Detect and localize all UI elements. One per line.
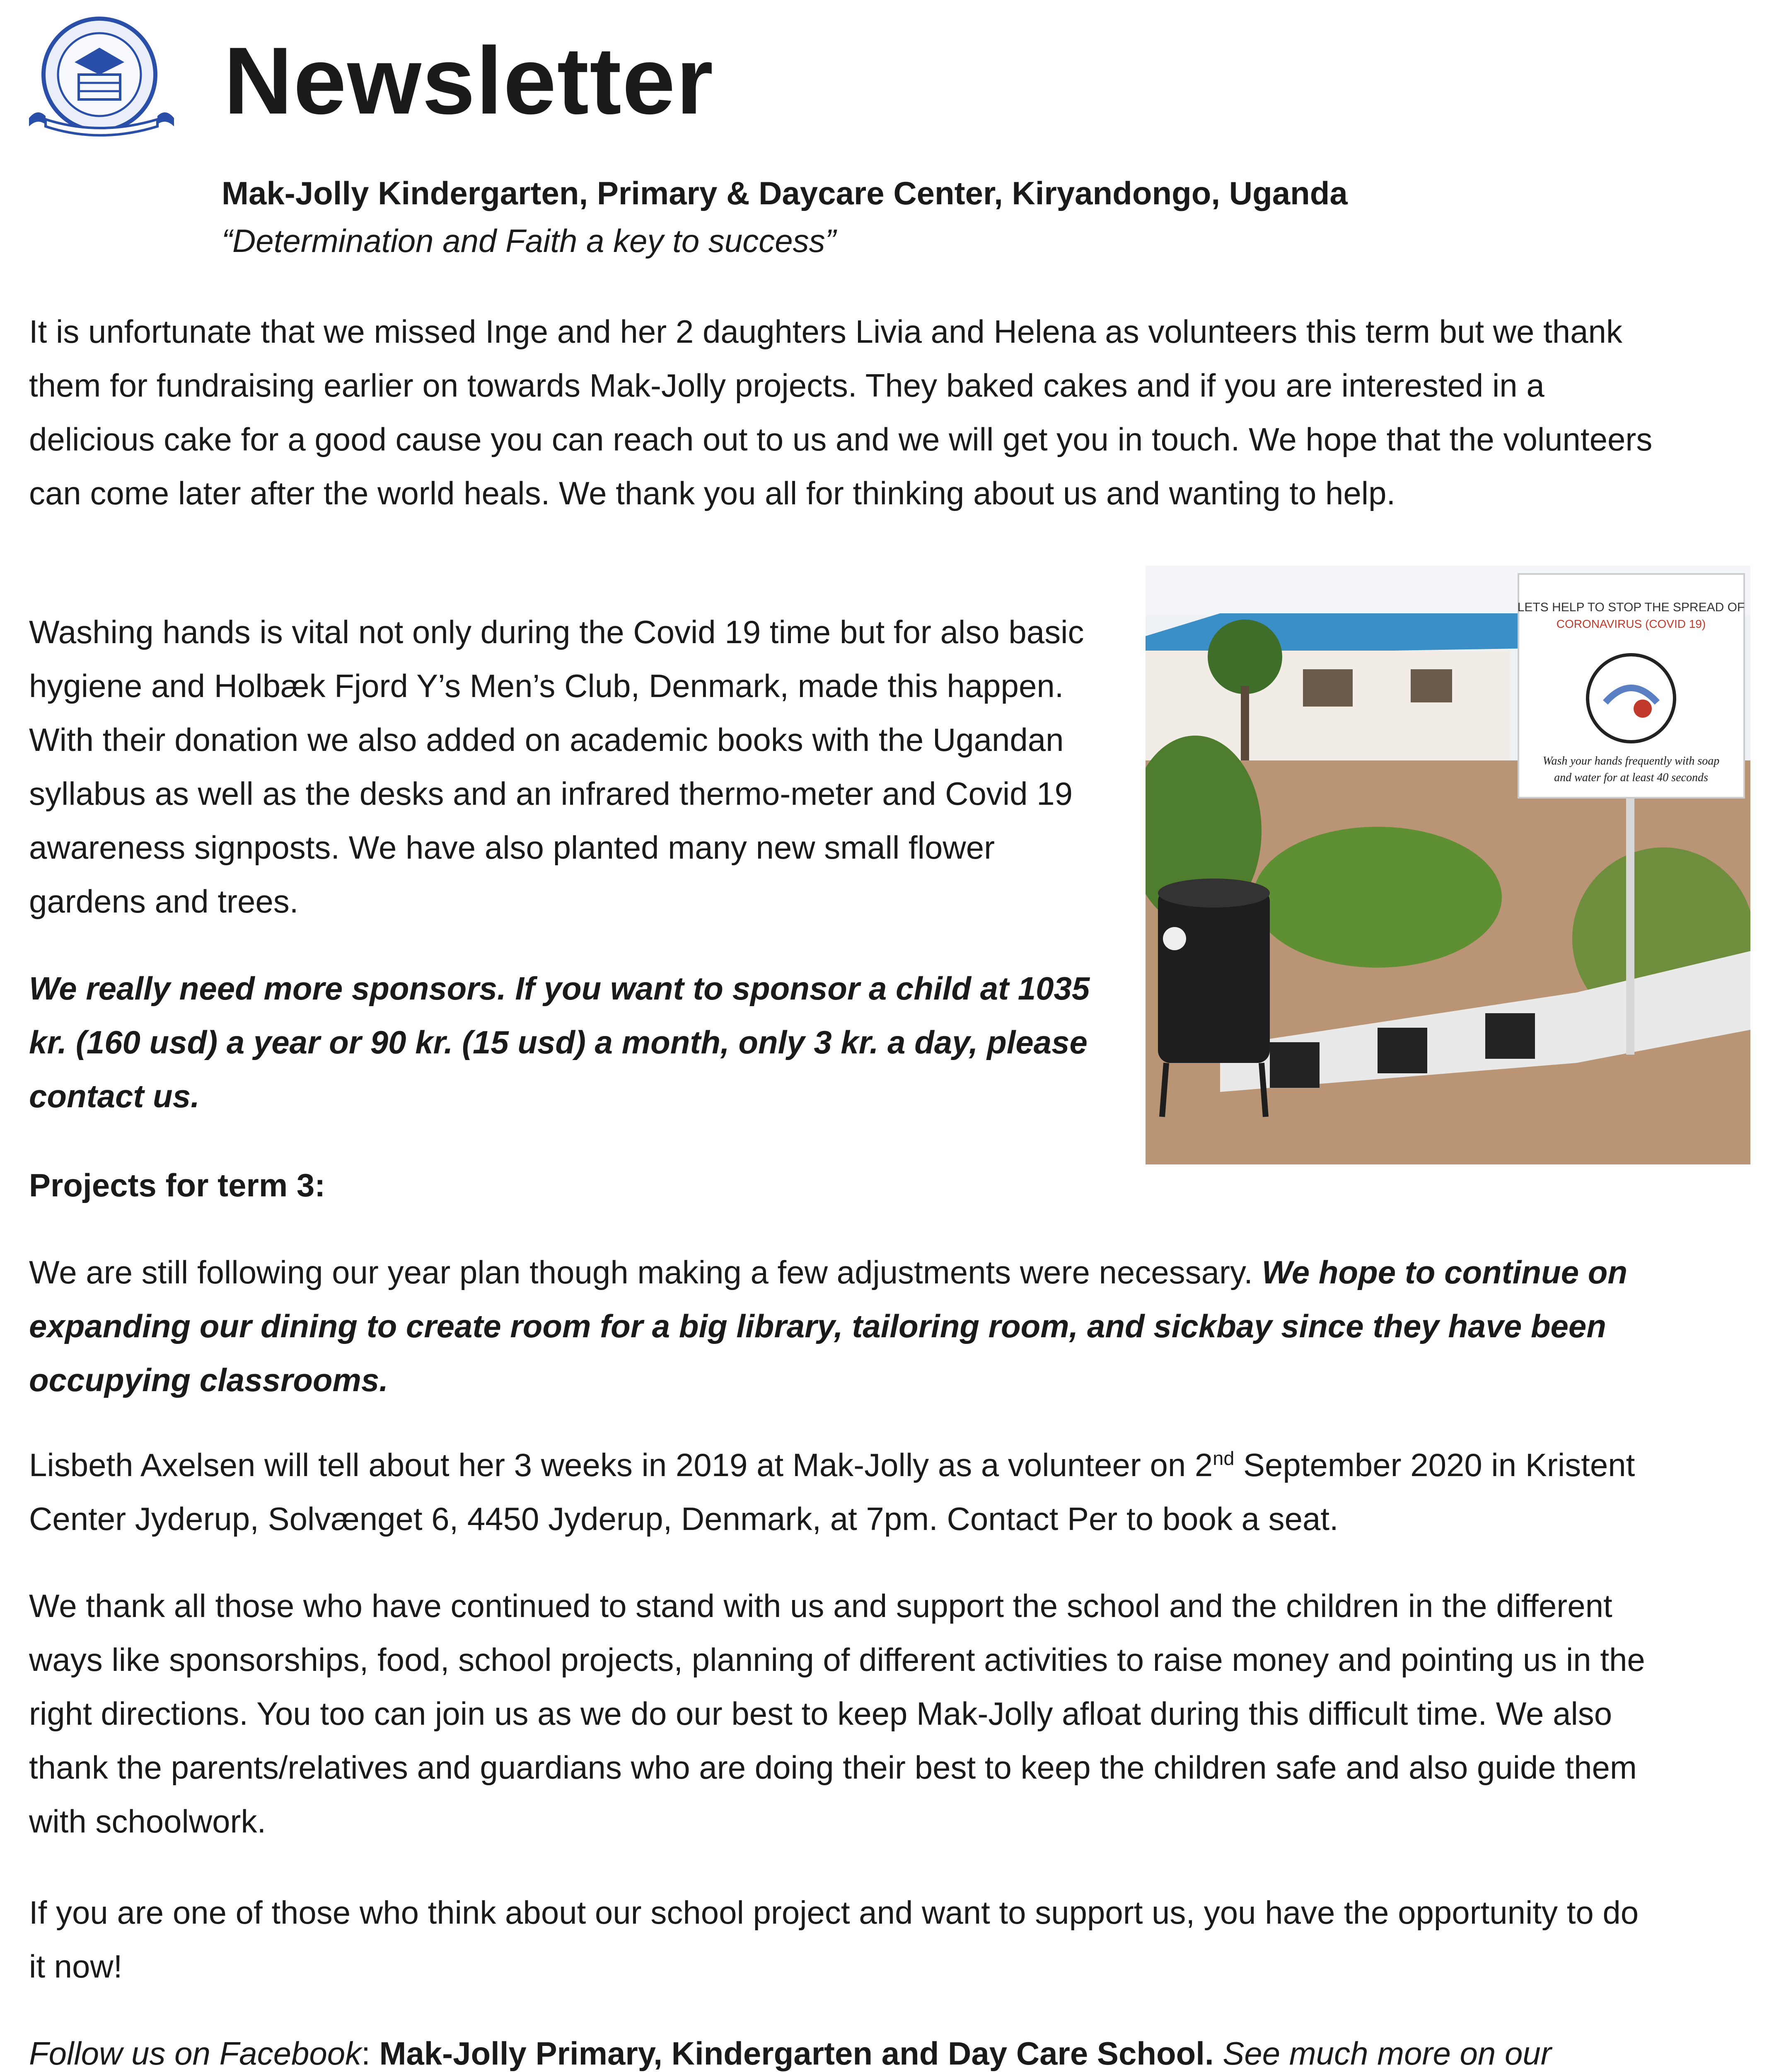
follow-colon: : bbox=[361, 2035, 379, 2072]
follow-label: Follow us on Facebook bbox=[29, 2035, 362, 2072]
projects-plain-text: We are still following our year plan though making a few adjustments were necessary. bbox=[29, 1254, 1262, 1290]
school-yard-photo bbox=[1146, 566, 1750, 1164]
paragraph-support-call: If you are one of those who think about our school project and want to support us, you have the opportunity to do it now! bbox=[29, 1894, 1639, 1985]
sign-instruction-line2: and water for at least 40 seconds bbox=[1554, 771, 1708, 784]
paragraph-thanks: We thank all those who have continued to stand with us and support the school and the children in the different ways like sponsorships, food, school projects, planning of different activities to raise money and pointing us in the right directions. You too can join us as we do our best to keep Mak-Jolly afloat during this difficult time. We also thank the parents/relatives and guardians who are doing their best to keep the children safe and also guide them with schoolwork. bbox=[29, 1588, 1645, 1840]
sign-heading-text: LETS HELP TO STOP THE SPREAD OF bbox=[1517, 600, 1745, 614]
school-motto: “Determination and Faith a key to success” bbox=[222, 223, 836, 259]
projects-emphasis-text: We hope to continue on expanding our dining to create room for a big library, tailoring room, and sickbay since they have been occupying classrooms. bbox=[29, 1254, 1628, 1398]
sign-subheading-text: CORONAVIRUS (COVID 19) bbox=[1556, 617, 1706, 630]
paragraph-contact bbox=[29, 2026, 1653, 2072]
event-date-suffix: nd bbox=[1213, 1447, 1235, 1469]
facebook-page-name: Mak-Jolly Primary, Kindergarten and Day Care School. bbox=[379, 2035, 1214, 2072]
paragraph-sponsors: We really need more sponsors. If you want to sponsor a child at 1035 kr. (160 usd) a year or 90 kr. (15 usd) a month, only 3 kr. a day, please contact us. bbox=[29, 970, 1090, 1114]
event-text-b: September 2020 in Kristent Center Jyderup, Solvænget 6, 4450 Jyderup, Denmark, at 7pm. Contact Per to book a seat. bbox=[29, 1447, 1635, 1537]
school-name-subtitle: Mak-Jolly Kindergarten, Primary & Daycare Center, Kiryandongo, Uganda bbox=[222, 175, 1348, 211]
website-lead-text: See much more on our bbox=[1223, 2035, 1552, 2072]
sign-instruction-line1: Wash your hands frequently with soap bbox=[1542, 755, 1720, 767]
paragraph-hand-washing: Washing hands is vital not only during the Covid 19 time but for also basic hygiene and Holbæk Fjord Y’s Men’s Club, Denmark, made this happen. With their donation we also added on academic books with the Ugandan syllabus as well as the desks and an infrared thermo-meter and Covid 19 awareness signposts. We have also planted many new small flower gardens and trees. bbox=[29, 614, 1084, 920]
newsletter-title: Newsletter bbox=[224, 27, 714, 134]
paragraph-volunteers: It is unfortunate that we missed Inge and her 2 daughters Livia and Helena as volunteers this term but we thank them for fundraising earlier on towards Mak-Jolly projects. They baked cakes and if you are interested in a delicious cake for a good cause you can reach out to us and we will get you in touch. We hope that the volunteers can come later after the world heals. We thank you all for thinking about us and wanting to help. bbox=[29, 313, 1653, 511]
projects-heading: Projects for term 3: bbox=[29, 1167, 326, 1203]
school-logo-seal bbox=[21, 12, 182, 143]
paragraph-projects bbox=[29, 1245, 1653, 1407]
paragraph-event bbox=[29, 1438, 1653, 1546]
event-text-a: Lisbeth Axelsen will tell about her 3 weeks in 2019 at Mak-Jolly as a volunteer on 2 bbox=[29, 1447, 1213, 1483]
